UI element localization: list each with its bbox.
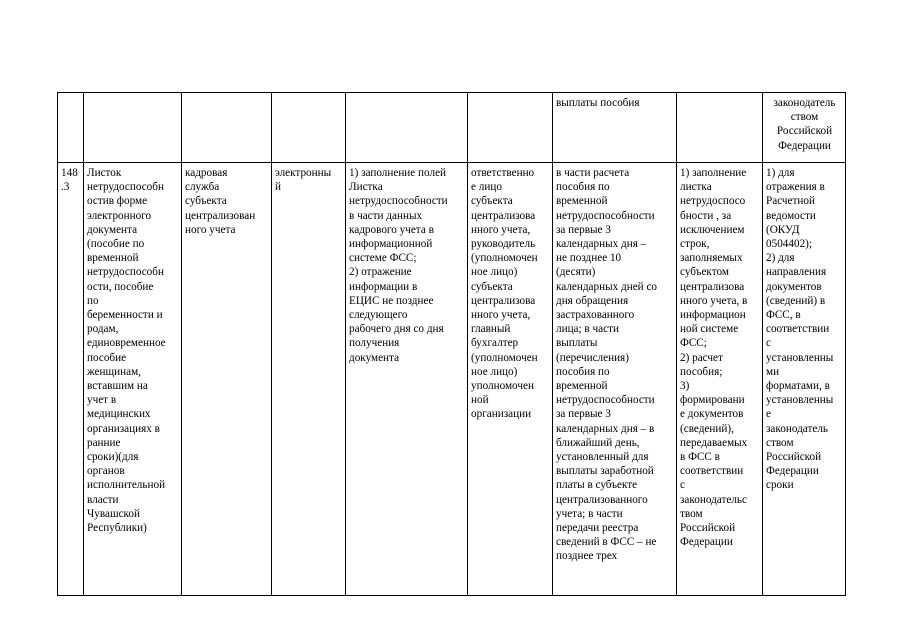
text-line: соответствии bbox=[680, 465, 744, 478]
text-line: органов bbox=[87, 465, 125, 478]
text-line: соответствии bbox=[766, 323, 830, 336]
cell-responsible-empty bbox=[468, 93, 553, 163]
text-line: форматами, в bbox=[766, 380, 830, 393]
text-line: 2) расчет bbox=[680, 351, 723, 364]
text-line: Федерации bbox=[680, 536, 733, 549]
cell-actions-empty bbox=[346, 93, 468, 163]
text-line: (сведений) в bbox=[766, 294, 826, 307]
cell-row-number bbox=[58, 163, 84, 596]
text-line: за первые 3 bbox=[556, 223, 611, 236]
cell-form bbox=[272, 163, 346, 596]
text-line: ости, пособие bbox=[87, 280, 154, 293]
text-line: нного учета, bbox=[471, 309, 531, 322]
text-line: нного учета, в bbox=[680, 294, 748, 307]
text-line: е лицо bbox=[471, 181, 502, 194]
text-line: законодательс bbox=[680, 493, 747, 506]
text-line: бности , за bbox=[680, 209, 732, 222]
text-line: Федерации bbox=[766, 465, 819, 478]
text-line: ФСС, в bbox=[766, 309, 801, 322]
text-line: пособие bbox=[87, 351, 127, 364]
text-line: документов bbox=[766, 280, 822, 293]
cell-number-empty bbox=[58, 93, 84, 163]
cell-document-empty bbox=[84, 93, 182, 163]
text-line: (ОКУД bbox=[766, 223, 800, 236]
text-line: (сведений), bbox=[680, 422, 734, 435]
text-line: (уполномочен bbox=[471, 351, 538, 364]
text-line: субъекта bbox=[185, 195, 227, 208]
text-line: ближайший день, bbox=[556, 436, 640, 449]
text-line: субъектом bbox=[680, 266, 729, 279]
text-line: родам, bbox=[87, 323, 119, 336]
text-line: Республики) bbox=[87, 522, 147, 535]
text-line: 1) для bbox=[766, 167, 795, 179]
text-line: учет в bbox=[87, 394, 117, 407]
text-line: электронны bbox=[275, 167, 332, 179]
text-line: календарных дня – bbox=[556, 238, 647, 251]
text-line: беременности и bbox=[87, 309, 163, 322]
text-line: вставшим на bbox=[87, 380, 148, 393]
text-line: в части данных bbox=[349, 209, 423, 222]
text-line: служба bbox=[185, 181, 220, 194]
text-line: руководитель bbox=[471, 238, 536, 251]
text-line: нетрудоспособн bbox=[87, 181, 164, 194]
text-line: власти bbox=[87, 493, 119, 506]
text-line: исключением bbox=[680, 223, 745, 236]
text-line: ством bbox=[790, 111, 819, 124]
text-line: (десяти) bbox=[556, 266, 596, 279]
text-line: установленный для bbox=[556, 451, 649, 464]
cell-responsible bbox=[468, 163, 553, 596]
text-line: (перечисления) bbox=[556, 351, 629, 364]
text-line: бухгалтер bbox=[471, 337, 519, 350]
text-line: исполнительной bbox=[87, 479, 166, 492]
regulation-table bbox=[57, 92, 846, 596]
text-line: ное лицо) bbox=[471, 266, 518, 279]
text-line: ного учета bbox=[185, 223, 236, 236]
cell-purpose bbox=[763, 163, 846, 596]
text-line: 2) отражение bbox=[349, 266, 412, 279]
text-line: ЕЦИС не позднее bbox=[349, 294, 434, 307]
text-line: 3) bbox=[680, 380, 690, 393]
text-line: лица; в части bbox=[556, 323, 619, 336]
text-line: ной bbox=[471, 394, 489, 407]
text-line: единовременное bbox=[87, 337, 166, 350]
text-line: за первые 3 bbox=[556, 408, 611, 421]
cell-executor-empty bbox=[677, 93, 763, 163]
text-line: ное лицо) bbox=[471, 365, 518, 378]
text-line: ответственно bbox=[471, 167, 535, 179]
cell-executor bbox=[677, 163, 763, 596]
cell-form-empty bbox=[272, 93, 346, 163]
text-line: выплаты пособия bbox=[556, 97, 640, 109]
text-line: ведомости bbox=[766, 209, 816, 222]
text-line: электронного bbox=[87, 209, 152, 222]
text-line: е bbox=[766, 408, 771, 421]
text-line: кадровая bbox=[185, 167, 228, 179]
text-line: остив форме bbox=[87, 195, 148, 208]
text-line: следующего bbox=[349, 309, 408, 322]
cell-service bbox=[182, 163, 272, 596]
text-line: ранние bbox=[87, 436, 121, 449]
text-line: информационной bbox=[349, 238, 433, 251]
text-line: твом bbox=[680, 507, 703, 520]
text-line: нетрудоспособн bbox=[87, 266, 164, 279]
text-line: строк, bbox=[680, 238, 710, 251]
text-line: передачи реестра bbox=[556, 522, 639, 535]
text-line: информации в bbox=[349, 280, 418, 293]
text-line: передаваемых bbox=[680, 436, 748, 449]
text-line: не позднее 10 bbox=[556, 252, 622, 265]
cell-purpose-continuation bbox=[763, 93, 846, 163]
text-line: дня обращения bbox=[556, 294, 629, 307]
text-line: информацион bbox=[680, 309, 746, 322]
text-line: направления bbox=[766, 266, 827, 279]
text-line: Чувашской bbox=[87, 507, 140, 520]
text-line: централизован bbox=[185, 209, 256, 222]
text-line: законодатель bbox=[766, 422, 829, 435]
text-line: сроки bbox=[766, 479, 794, 492]
text-line: выплаты bbox=[556, 337, 598, 350]
text-line: платы в субъекте bbox=[556, 479, 638, 492]
text-line: календарных дней со bbox=[556, 280, 657, 293]
text-line: с bbox=[766, 337, 771, 350]
cell-document-name bbox=[84, 163, 182, 596]
text-line: документа bbox=[87, 223, 138, 236]
text-line: документа bbox=[349, 351, 400, 364]
table-row-continuation bbox=[58, 93, 846, 163]
text-line: учета; в части bbox=[556, 507, 623, 520]
text-line: Российской bbox=[766, 451, 822, 464]
text-line: сроки)(для bbox=[87, 451, 139, 464]
text-line: Расчетной bbox=[766, 195, 815, 208]
text-line: отражения в bbox=[766, 181, 825, 194]
text-line: (пособие по bbox=[87, 238, 145, 251]
text-line: пособия по bbox=[556, 365, 610, 378]
text-line: пособия по bbox=[556, 181, 610, 194]
text-line: организации bbox=[471, 408, 532, 421]
text-line: (уполномочен bbox=[471, 252, 538, 265]
text-line: Листок bbox=[87, 167, 122, 179]
text-line: централизованного bbox=[556, 493, 648, 506]
text-line: временной bbox=[556, 380, 608, 393]
text-line: установленны bbox=[766, 351, 834, 364]
text-line: Листка bbox=[349, 181, 383, 194]
text-line: 1) заполнение bbox=[680, 167, 747, 179]
text-line: централизова bbox=[680, 280, 745, 293]
cell-deadline-continuation bbox=[553, 93, 677, 163]
text-line: получения bbox=[349, 337, 400, 350]
text-line: уполномочен bbox=[471, 380, 534, 393]
text-line: рабочего дня со дня bbox=[349, 323, 444, 336]
text-line: 148 bbox=[61, 167, 78, 179]
text-line: нного учета, bbox=[471, 223, 531, 236]
text-line: 1) заполнение полей bbox=[349, 167, 447, 179]
text-line: сведений в ФСС – не bbox=[556, 536, 657, 549]
text-line: установленны bbox=[766, 394, 834, 407]
cell-actions bbox=[346, 163, 468, 596]
text-line: ной системе bbox=[680, 323, 739, 336]
text-line: выплаты заработной bbox=[556, 465, 654, 478]
text-line: заполняемых bbox=[680, 252, 743, 265]
text-line: й bbox=[275, 181, 281, 194]
text-line: е документов bbox=[680, 408, 744, 421]
text-line: централизова bbox=[471, 209, 536, 222]
text-line: женщинам, bbox=[87, 365, 141, 378]
text-line: нетрудоспособности bbox=[556, 394, 655, 407]
text-line: позднее трех bbox=[556, 550, 618, 563]
text-line: субъекта bbox=[471, 195, 513, 208]
text-line: субъекта bbox=[471, 280, 513, 293]
text-line: временной bbox=[87, 252, 139, 265]
text-line: листка bbox=[680, 181, 712, 194]
text-line: ством bbox=[766, 436, 794, 449]
table-row-148-3 bbox=[58, 163, 846, 596]
text-line: ми bbox=[766, 365, 780, 378]
text-line: по bbox=[87, 294, 99, 307]
text-line: Российской bbox=[680, 522, 736, 535]
cell-service-empty bbox=[182, 93, 272, 163]
text-line: формировани bbox=[680, 394, 745, 407]
text-line: в ФСС в bbox=[680, 451, 720, 464]
text-line: в части расчета bbox=[556, 167, 630, 179]
text-line: с bbox=[680, 479, 685, 492]
text-line: главный bbox=[471, 323, 511, 336]
text-line: организациях в bbox=[87, 422, 160, 435]
text-line: нетрудоспосо bbox=[680, 195, 746, 208]
text-line: застрахованного bbox=[556, 309, 635, 322]
text-line: кадрового учета в bbox=[349, 223, 434, 236]
text-line: медицинских bbox=[87, 408, 151, 421]
text-line: календарных дня – в bbox=[556, 422, 655, 435]
text-line: 2) для bbox=[766, 252, 795, 265]
text-line: 0504402); bbox=[766, 238, 812, 251]
text-line: ФСС; bbox=[680, 337, 707, 350]
text-line: централизова bbox=[471, 294, 536, 307]
cell-deadline bbox=[553, 163, 677, 596]
text-line: временной bbox=[556, 195, 608, 208]
text-line: пособия; bbox=[680, 365, 723, 378]
text-line: Федерации bbox=[778, 139, 831, 152]
text-line: системе ФСС; bbox=[349, 252, 417, 265]
text-line: нетрудоспособности bbox=[349, 195, 448, 208]
text-line: нетрудоспособности bbox=[556, 209, 655, 222]
text-line: Российской bbox=[776, 125, 833, 138]
text-line: .3 bbox=[61, 181, 70, 194]
text-line: законодатель bbox=[773, 97, 836, 109]
